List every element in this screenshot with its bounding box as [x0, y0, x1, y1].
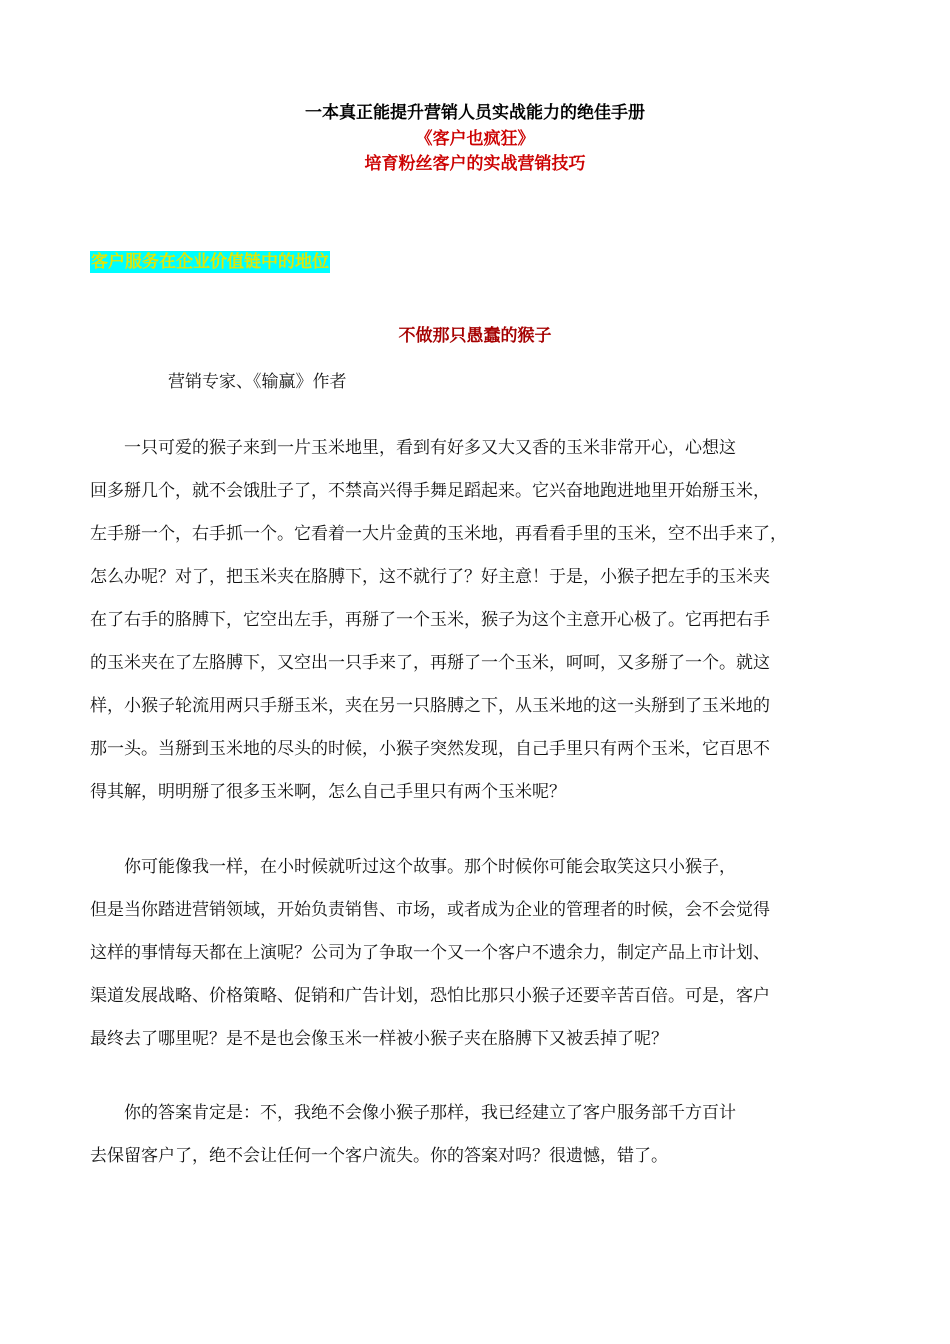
manual-tagline: 一本真正能提升营销人员实战能力的绝佳手册: [305, 103, 645, 123]
paragraph-line: 左手掰一个，右手抓一个。它看着一大片金黄的玉米地，再看看手里的玉米，空不出手来了，: [90, 524, 787, 544]
paragraph-line: 怎么办呢？对了，把玉米夹在胳膊下，这不就行了？好主意！于是，小猴子把左手的玉米夹: [90, 567, 770, 587]
paragraph-line: 渠道发展战略、价格策略、促销和广告计划，恐怕比那只小猴子还要辛苦百倍。可是，客户: [90, 986, 770, 1006]
paragraph-answer: [90, 1102, 860, 1188]
paragraph-line: 你可能像我一样，在小时候就听过这个故事。那个时候你可能会取笑这只小猴子，: [90, 857, 736, 877]
paragraph-line: 这样的事情每天都在上演呢？公司为了争取一个又一个客户不遗余力，制定产品上市计划、: [90, 943, 770, 963]
paragraph-line: 那一头。当掰到玉米地的尽头的时候，小猴子突然发现，自己手里只有两个玉米，它百思不: [90, 739, 770, 759]
paragraph-line: 在了右手的胳膊下，它空出左手，再掰了一个玉米，猴子为这个主意开心极了。它再把右手: [90, 610, 770, 630]
paragraph-line: 但是当你踏进营销领域，开始负责销售、市场，或者成为企业的管理者的时候，会不会觉得: [90, 900, 770, 920]
paragraph-line: 一只可爱的猴子来到一片玉米地里，看到有好多又大又香的玉米非常开心，心想这: [90, 438, 736, 458]
paragraph-line: 最终去了哪里呢？是不是也会像玉米一样被小猴子夹在胳膊下又被丢掉了呢？: [90, 1029, 668, 1049]
paragraph-line: 回多掰几个，就不会饿肚子了，不禁高兴得手舞足蹈起来。它兴奋地跑进地里开始掰玉米，: [90, 481, 770, 501]
book-title: 《客户也疯狂》: [415, 129, 535, 149]
book-subtitle: 培育粉丝客户的实战营销技巧: [364, 154, 586, 174]
section-heading: 客户服务在企业价值链中的地位: [91, 252, 329, 272]
author-byline: 营销专家、《输赢》作者: [168, 372, 347, 392]
paragraph-line: 样，小猴子轮流用两只手掰玉米，夹在另一只胳膊之下，从玉米地的这一头掰到了玉米地的: [90, 696, 770, 716]
paragraph-marketing-analogy: [90, 856, 860, 1071]
paragraph-monkey-story: [90, 437, 860, 824]
paragraph-line: 去保留客户了，绝不会让任何一个客户流失。你的答案对吗？很遗憾，错了。: [90, 1146, 668, 1166]
paragraph-line: 的玉米夹在了左胳膊下，又空出一只手来了，再掰了一个玉米，呵呵，又多掰了一个。就这: [90, 653, 770, 673]
article-title: 不做那只愚蠢的猴子: [398, 326, 552, 346]
paragraph-line: 你的答案肯定是：不，我绝不会像小猴子那样，我已经建立了客户服务部千方百计: [90, 1103, 736, 1123]
paragraph-line: 得其解，明明掰了很多玉米啊，怎么自己手里只有两个玉米呢？: [90, 782, 566, 802]
